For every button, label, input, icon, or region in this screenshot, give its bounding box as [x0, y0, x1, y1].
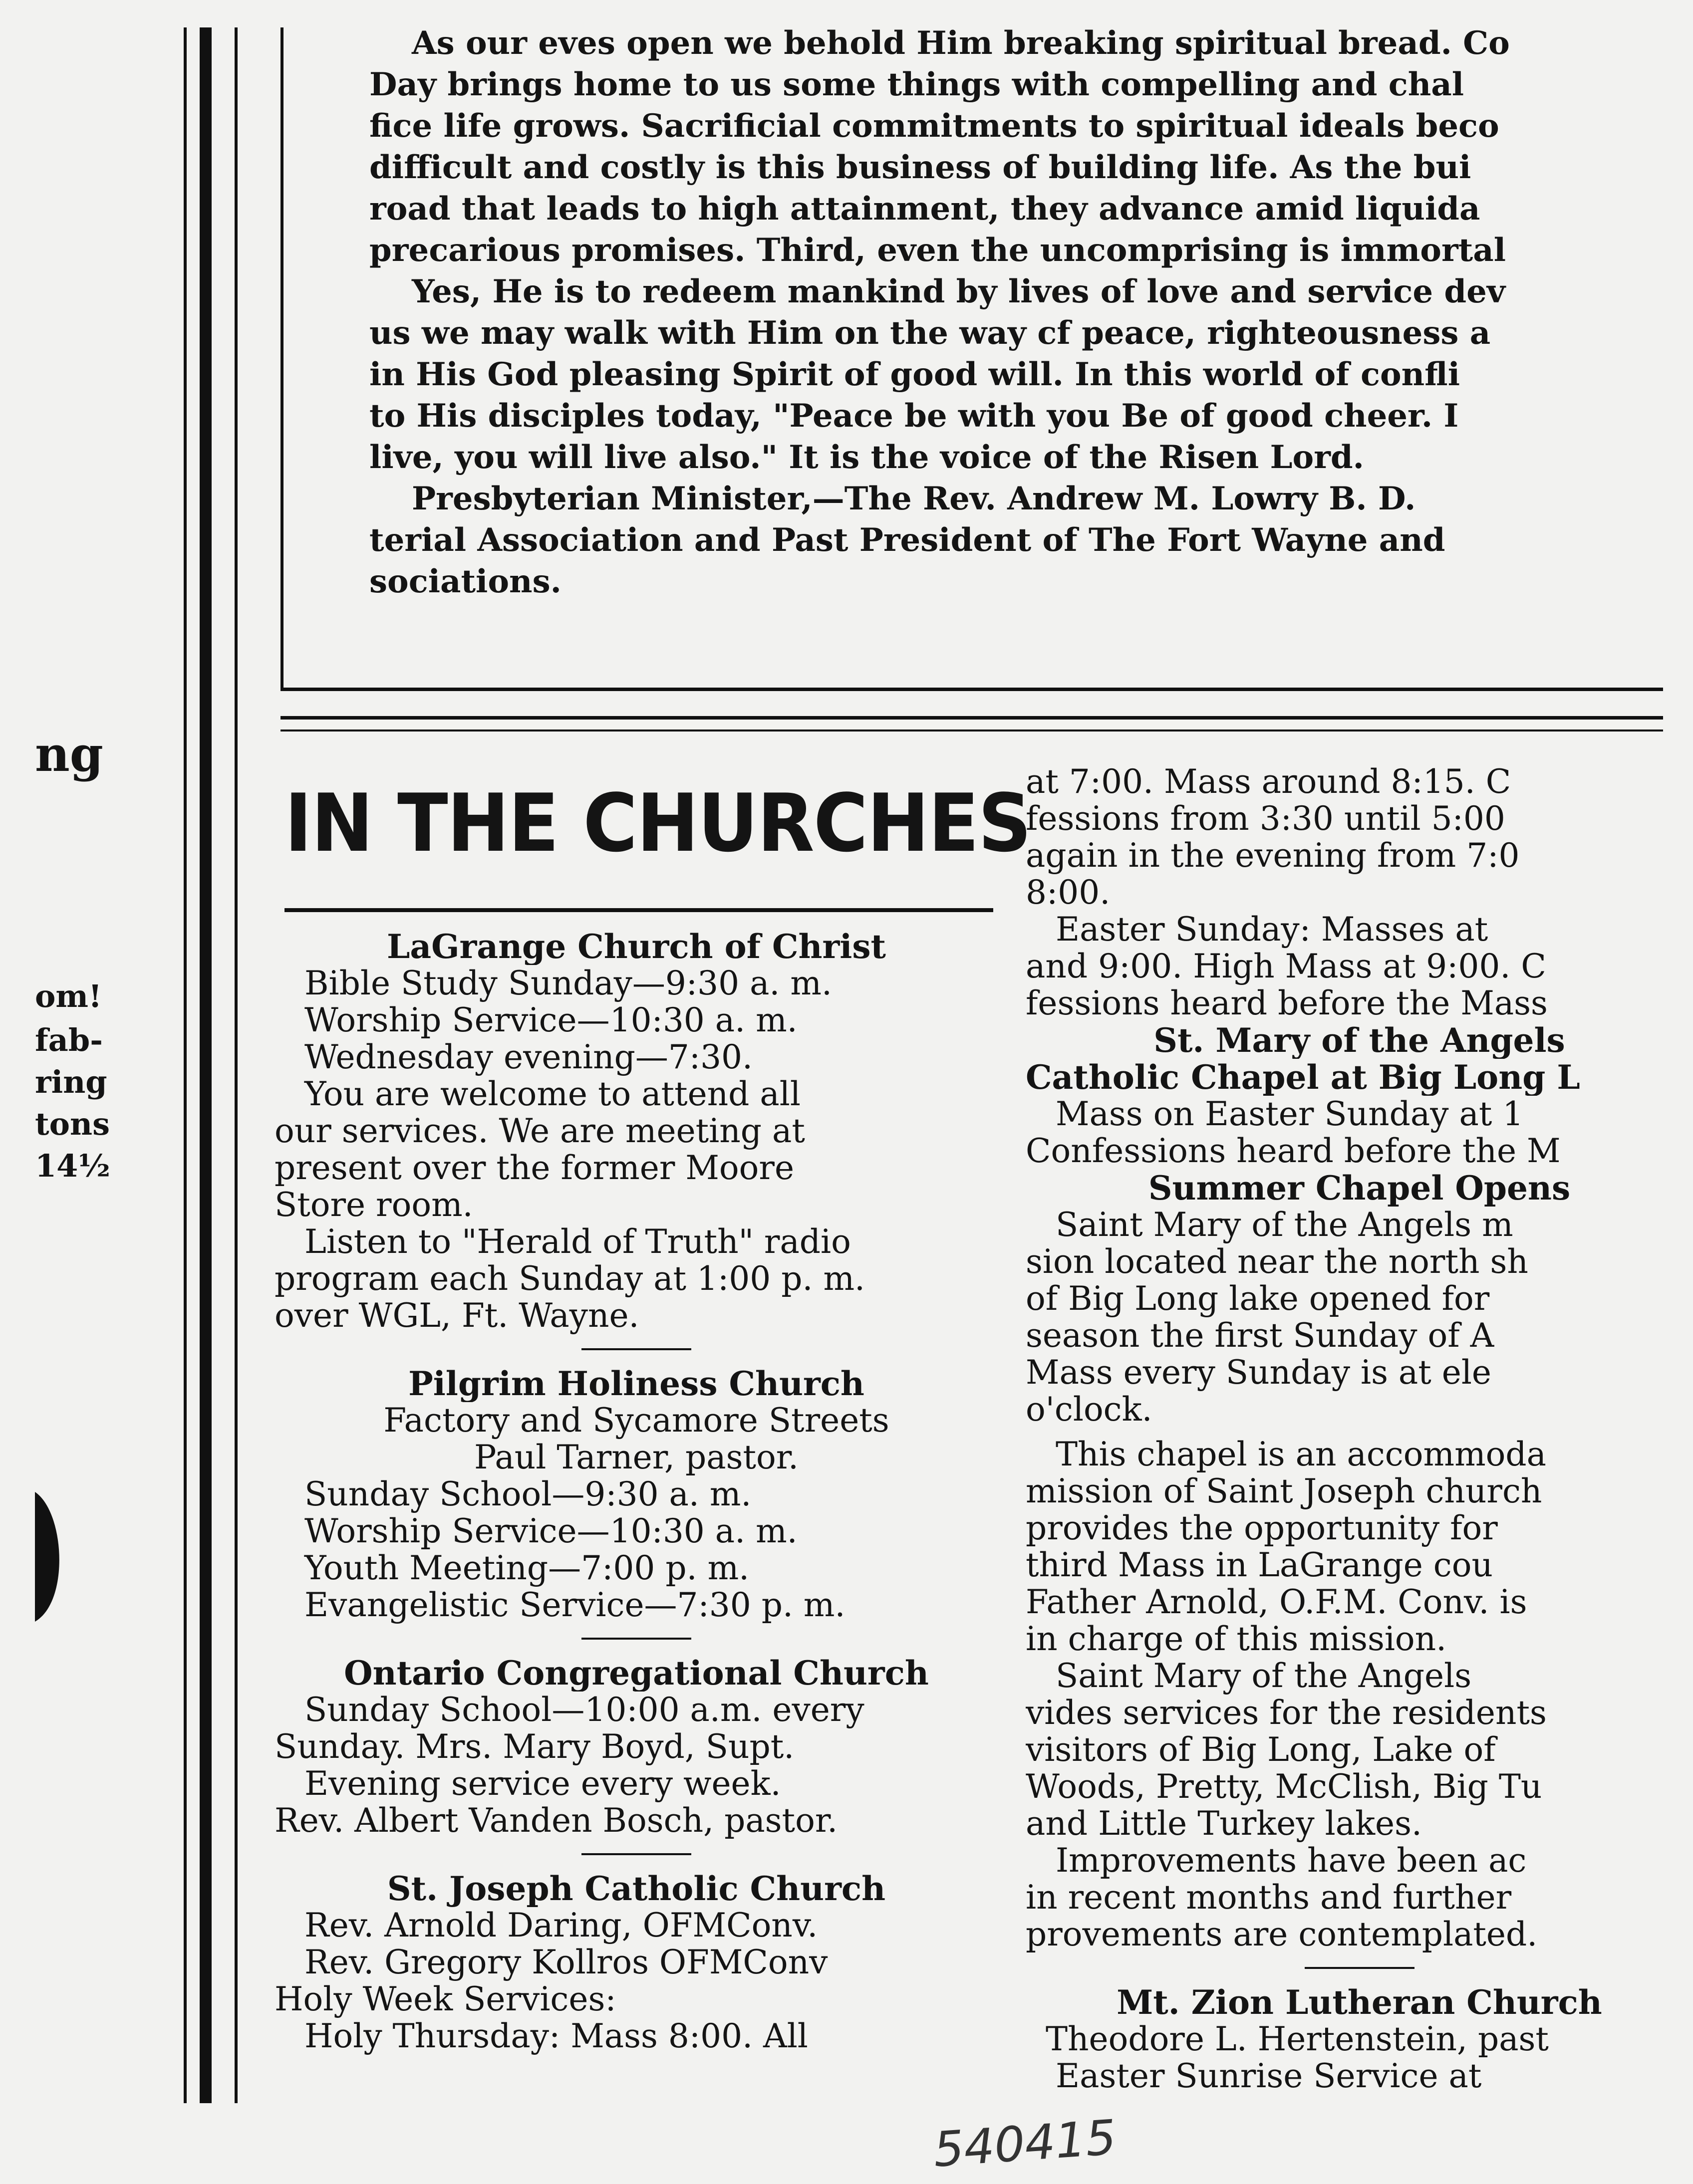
listing-line: in recent months and further — [1026, 1879, 1512, 1916]
handwritten-catalog-number: 540415 — [931, 2109, 1118, 2178]
listing-line: Listen to "Herald of Truth" radio — [304, 1223, 851, 1260]
listing-line: o'clock. — [1026, 1391, 1152, 1428]
left-border-rule-thin-inner — [235, 27, 238, 2103]
church-pastor: Theodore L. Hertenstein, past — [1046, 2021, 1549, 2058]
top-article-frame-left — [281, 27, 283, 691]
margin-fragment: tons — [35, 1106, 110, 1142]
listing-line: Holy Week Services: — [275, 1981, 616, 2018]
listing-line: Rev. Gregory Kollros OFMConv — [304, 1944, 828, 1981]
margin-fragment: om! — [35, 978, 102, 1014]
church-title-summer: Summer Chapel Opens — [1148, 1170, 1571, 1207]
listing-line: and 9:00. High Mass at 9:00. C — [1026, 948, 1546, 985]
top-article-bottom-rule — [281, 688, 1663, 691]
section-top-rule-2 — [281, 729, 1663, 731]
article-line: us we may walk with Him on the way cf peace, righteousness a — [369, 314, 1491, 352]
listing-line: Sunday School—9:30 a. m. — [304, 1476, 752, 1513]
article-line: As our eves open we behold Him breaking spiritual bread. Co — [412, 24, 1510, 62]
listing-line: Rev. Arnold Daring, OFMConv. — [304, 1907, 818, 1944]
church-title-ontario: Ontario Congregational Church — [344, 1655, 929, 1692]
listing-line: visitors of Big Long, Lake of — [1026, 1731, 1496, 1768]
article-line: in His God pleasing Spirit of good will. In this world of confli — [369, 356, 1460, 393]
listing-line: Sunday School—10:00 a.m. every — [304, 1692, 864, 1728]
listing-line: of Big Long lake opened for — [1026, 1280, 1490, 1317]
church-title-stmary-2: Catholic Chapel at Big Long L — [1026, 1059, 1580, 1096]
column-left — [275, 928, 998, 2055]
listing-line: our services. We are meeting at — [275, 1113, 805, 1150]
margin-fragment: fab- — [35, 1022, 103, 1058]
listing-line: Youth Meeting—7:00 p. m. — [304, 1550, 750, 1587]
listing-line: Holy Thursday: Mass 8:00. All — [304, 2018, 808, 2055]
article-line: road that leads to high attainment, they advance amid liquida — [369, 190, 1480, 228]
listing-line: provements are contemplated. — [1026, 1916, 1538, 1953]
listing-line: Saint Mary of the Angels — [1056, 1658, 1472, 1695]
section-separator — [581, 1638, 691, 1640]
church-title-stjoseph: St. Joseph Catholic Church — [387, 1870, 886, 1907]
listing-line: Confessions heard before the M — [1026, 1133, 1561, 1170]
column-right — [1026, 763, 1693, 2095]
listing-line: Easter Sunday: Masses at — [1056, 911, 1488, 948]
listing-line: Father Arnold, O.F.M. Conv. is — [1026, 1584, 1527, 1621]
listing-line: at 7:00. Mass around 8:15. C — [1026, 763, 1511, 800]
section-separator — [1305, 1967, 1414, 1969]
listing-line: Wednesday evening—7:30. — [304, 1039, 753, 1076]
listing-line: Worship Service—10:30 a. m. — [304, 1002, 798, 1039]
article-line: to His disciples today, "Peace be with you Be of good cheer. I — [369, 397, 1459, 435]
listing-line: third Mass in LaGrange cou — [1026, 1547, 1493, 1584]
margin-fragment: ng — [35, 726, 103, 782]
listing-line: Mass on Easter Sunday at 1 — [1056, 1096, 1524, 1133]
article-line: live, you will live also." It is the voice of the Risen Lord. — [369, 439, 1364, 476]
article-line: Yes, He is to redeem mankind by lives of love and service dev — [412, 273, 1505, 310]
listing-line: Bible Study Sunday—9:30 a. m. — [304, 965, 832, 1002]
listing-line: Woods, Pretty, McClish, Big Tu — [1026, 1768, 1542, 1805]
listing-line: Rev. Albert Vanden Bosch, pastor. — [275, 1802, 838, 1839]
listing-line: Evening service every week. — [304, 1765, 781, 1802]
listing-line: in charge of this mission. — [1026, 1621, 1447, 1658]
headline-bottom-rule — [284, 908, 993, 912]
article-line: terial Association and Past President of The Fort Wayne and — [369, 521, 1445, 559]
listing-line: sion located near the north sh — [1026, 1243, 1528, 1280]
listing-line: season the first Sunday of A — [1026, 1317, 1494, 1354]
listing-line: Evangelistic Service—7:30 p. m. — [304, 1587, 846, 1624]
article-line: precarious promises. Third, even the uncomprising is immortal — [369, 232, 1506, 269]
listing-line: Improvements have been ac — [1056, 1842, 1527, 1879]
listing-line: Easter Sunrise Service at — [1056, 2058, 1482, 2095]
margin-fragment: 14½ — [35, 1148, 110, 1184]
left-border-rule-thin-outer — [184, 27, 187, 2103]
listing-line: provides the opportunity for — [1026, 1510, 1498, 1547]
church-title-pilgrim: Pilgrim Holiness Church — [408, 1365, 864, 1402]
church-title-lagrange: LaGrange Church of Christ — [387, 928, 886, 965]
article-line: sociations. — [369, 563, 562, 600]
listing-line: fessions heard before the Mass — [1026, 985, 1548, 1022]
listing-line: and Little Turkey lakes. — [1026, 1805, 1422, 1842]
left-border-rule-thick — [200, 27, 212, 2103]
section-separator — [581, 1853, 691, 1855]
listing-line: You are welcome to attend all — [304, 1076, 801, 1113]
listing-line: Worship Service—10:30 a. m. — [304, 1513, 798, 1550]
church-pastor: Paul Tarner, pastor. — [474, 1439, 799, 1476]
church-title-mtzion: Mt. Zion Lutheran Church — [1117, 1984, 1602, 2021]
listing-line: program each Sunday at 1:00 p. m. — [275, 1260, 865, 1297]
listing-line: Sunday. Mrs. Mary Boyd, Supt. — [275, 1728, 795, 1765]
section-headline: IN THE CHURCHES — [284, 776, 1031, 870]
listing-line: over WGL, Ft. Wayne. — [275, 1297, 639, 1334]
listing-line: mission of Saint Joseph church — [1026, 1473, 1542, 1510]
article-line: Day brings home to us some things with compelling and chal — [369, 66, 1464, 103]
section-separator — [581, 1348, 691, 1350]
margin-ink-blot — [30, 1487, 70, 1627]
listing-line: This chapel is an accommoda — [1056, 1436, 1547, 1473]
listing-line: fessions from 3:30 until 5:00 — [1026, 800, 1505, 837]
margin-fragment: ring — [35, 1064, 107, 1100]
section-top-rule — [281, 716, 1663, 720]
listing-line: Store room. — [275, 1187, 473, 1223]
article-line: difficult and costly is this business of building life. As the bui — [369, 149, 1471, 186]
listing-line: 8:00. — [1026, 874, 1111, 911]
listing-line: vides services for the residents — [1026, 1695, 1547, 1731]
article-line: fice life grows. Sacrificial commitments to spiritual ideals beco — [369, 107, 1499, 145]
listing-line: Mass every Sunday is at ele — [1026, 1354, 1491, 1391]
listing-line: present over the former Moore — [275, 1150, 795, 1187]
church-address: Factory and Sycamore Streets — [383, 1402, 889, 1439]
listing-line: Saint Mary of the Angels m — [1056, 1207, 1513, 1243]
listing-line: again in the evening from 7:0 — [1026, 837, 1520, 874]
top-article — [369, 22, 1667, 602]
church-title-stmary: St. Mary of the Angels — [1153, 1022, 1565, 1059]
article-byline: Presbyterian Minister,—The Rev. Andrew M. Lowry B. D. — [412, 480, 1416, 517]
